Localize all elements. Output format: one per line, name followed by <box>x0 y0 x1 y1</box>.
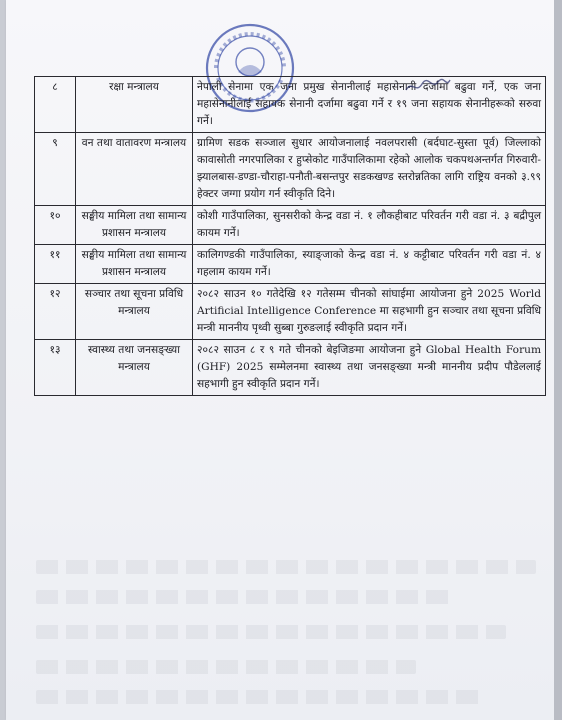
ministry-name: वन तथा वातावरण मन्त्रालय <box>76 133 193 206</box>
table-row <box>35 133 546 206</box>
show-through-line <box>36 690 486 704</box>
decision-text: ग्रामिण सडक सञ्जाल सुधार आयोजनालाई नवलपरासी (बर्दघाट-सुस्ता पूर्व) जिल्लाको कावासोती नगरपालिका र हुप्सेकोट गाउँपालिकामा रहेको आलोक चकपथअन्तर्गत गिरुवारी-झ्यालबास-डण्डा-चौराहा-पनौती-बसन्तपुर सडकखण्ड स्तरोन्नतिका लागि राष्ट्रिय वनको ३.९९ हेक्टर जग्गा प्रयोग गर्न स्वीकृति दिने। <box>193 133 546 206</box>
scan-edge <box>554 0 562 720</box>
show-through-line <box>36 660 416 674</box>
row-number: ९ <box>35 133 76 206</box>
table-row <box>35 284 546 340</box>
ministry-name: स्वास्थ्य तथा जनसङ्ख्या मन्त्रालय <box>76 340 193 396</box>
row-number: ११ <box>35 245 76 284</box>
row-number: १३ <box>35 340 76 396</box>
document-page <box>6 0 554 720</box>
decision-text: २०८२ साउन ८ र ९ गते चीनको बेइजिङमा आयोजना हुने Global Health Forum (GHF) 2025 सम्मेलनमा स्वास्थ्य तथा जनसङ्ख्या मन्त्री माननीय प्रदीप पौडेललाई सहभागी हुन स्वीकृति प्रदान गर्ने। <box>193 340 546 396</box>
decision-text: कोशी गाउँपालिका, सुनसरीको केन्द्र वडा नं. १ लौकहीबाट परिवर्तन गरी वडा नं. ३ बद्रीपुल कायम गर्ने। <box>193 206 546 245</box>
table-row <box>35 206 546 245</box>
table-row <box>35 77 546 133</box>
handwritten-signature-icon <box>404 76 452 96</box>
show-through-line <box>36 590 456 604</box>
row-number: १० <box>35 206 76 245</box>
ministry-name: सङ्घीय मामिला तथा सामान्य प्रशासन मन्त्रालय <box>76 206 193 245</box>
ministry-name: रक्षा मन्त्रालय <box>76 77 193 133</box>
decision-text: २०८२ साउन १० गतेदेखि १२ गतेसम्म चीनको सांघाईमा आयोजना हुने 2025 World Artificial Intelligence Conference मा सहभागी हुन सञ्चार तथा सूचना प्रविधि मन्त्री माननीय पृथ्वी सुब्बा गुरुङलाई स्वीकृति प्रदान गर्ने। <box>193 284 546 340</box>
decision-text: कालिगण्डकी गाउँपालिका, स्याङ्जाको केन्द्र वडा नं. ४ कट्टीबाट परिवर्तन गरी वडा नं. ४ गहलाम कायम गर्ने। <box>193 245 546 284</box>
table-row <box>35 340 546 396</box>
show-through-line <box>36 560 536 574</box>
table-row <box>35 245 546 284</box>
row-number: ८ <box>35 77 76 133</box>
row-number: १२ <box>35 284 76 340</box>
show-through-line <box>36 625 506 639</box>
ministry-name: सङ्घीय मामिला तथा सामान्य प्रशासन मन्त्रालय <box>76 245 193 284</box>
ministry-name: सञ्चार तथा सूचना प्रविधि मन्त्रालय <box>76 284 193 340</box>
cabinet-decisions-table <box>34 76 546 396</box>
decision-text: नेपाली सेनामा एक जना प्रमुख सेनानीलाई महासेनानी दर्जामा बढुवा गर्ने, एक जना महासेनानीलाई सहायक सेनानी दर्जामा बढुवा गर्ने र १९ जना सहायक सेनानीहरूको सरुवा गर्ने। <box>193 77 546 133</box>
